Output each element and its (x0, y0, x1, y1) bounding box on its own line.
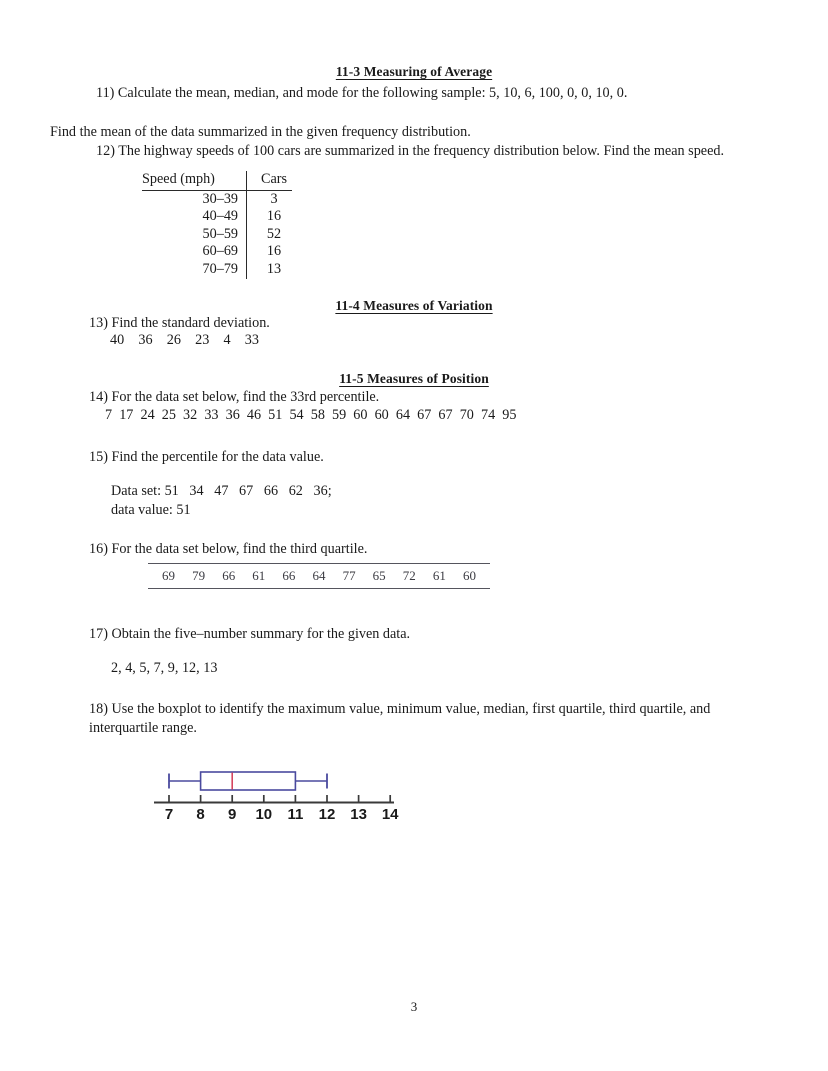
boxplot-box (201, 772, 296, 790)
cell-cars: 52 (247, 226, 293, 244)
data-value: 65 (372, 568, 386, 583)
boxplot-tick-label: 7 (164, 806, 174, 823)
question-17: 17) Obtain the five–number summary for the given data. (89, 626, 411, 642)
section-heading-11-5-label: 11-5 Measures of Position (339, 371, 489, 386)
boxplot-tick-label: 13 (350, 806, 367, 823)
section-heading-11-3 (0, 64, 828, 80)
table-row (142, 226, 292, 244)
data-value: 69 (162, 568, 175, 583)
boxplot-tick-marks (169, 795, 390, 803)
cell-speed: 40–49 (202, 208, 238, 225)
data-value: 61 (432, 568, 446, 583)
boxplot-tick-label: 9 (228, 806, 237, 823)
question-11: 11) Calculate the mean, median, and mode for the following sample: 5, 10, 6, 100, 0, 0, 10, 0. (96, 85, 628, 101)
table-header-speed: Speed (mph) (142, 171, 247, 190)
boxplot-tick-label: 11 (287, 806, 304, 823)
cell-cars: 16 (247, 208, 293, 226)
table-header-cars: Cars (247, 171, 293, 190)
cell-speed: 60–69 (202, 243, 238, 260)
data-value: 72 (402, 568, 416, 583)
cell-speed: 30–39 (202, 190, 238, 207)
boxplot-tick-label: 14 (381, 806, 399, 823)
question-18-label: 18) Use the boxplot to identify the maximum value, minimum value, median, first quartile, third quartile, and interquartile range. (89, 701, 711, 736)
question-17-data: 2, 4, 5, 7, 9, 12, 13 (111, 660, 218, 676)
table-row (142, 208, 292, 226)
page-number: 3 (410, 999, 418, 1014)
frequency-distribution-table (142, 171, 292, 279)
boxplot-tick-label: 8 (196, 806, 205, 823)
question-14-data: 7 17 24 25 32 33 36 46 51 54 58 59 60 60 64 67 67 70 74 95 (105, 407, 517, 423)
question-15-data-value: data value: 51 (111, 502, 191, 518)
table-row (142, 261, 292, 279)
question-18 (89, 700, 761, 738)
data-value: 77 (342, 568, 356, 583)
question-16-data-strip (148, 563, 490, 589)
question-13: 13) Find the standard deviation. (89, 315, 270, 331)
data-value: 79 (192, 568, 206, 583)
table-row (142, 190, 292, 208)
data-value: 64 (312, 568, 326, 583)
cell-cars: 3 (247, 190, 293, 208)
cell-cars: 13 (247, 261, 293, 279)
question-13-data: 40 36 26 23 4 33 (110, 332, 259, 348)
data-value: 61 (252, 568, 266, 583)
section-heading-11-5 (0, 371, 828, 387)
data-value: 60 (462, 568, 476, 583)
boxplot-tick-labels (140, 806, 410, 828)
question-15: 15) Find the percentile for the data value. (89, 449, 324, 465)
section-heading-11-4 (0, 298, 828, 314)
table-row (142, 243, 292, 261)
boxplot-tick-label: 10 (255, 806, 273, 823)
question-12: 12) The highway speeds of 100 cars are summarized in the frequency distribution below. Find the mean speed. (96, 143, 725, 159)
cell-cars: 16 (247, 243, 293, 261)
boxplot-figure (140, 762, 410, 828)
section-heading-11-3-label: 11-3 Measuring of Average (335, 64, 493, 79)
question-14: 14) For the data set below, find the 33rd percentile. (89, 389, 380, 405)
instruction-find-mean: Find the mean of the data summarized in the given frequency distribution. (50, 124, 471, 140)
data-value: 66 (222, 568, 236, 583)
section-heading-11-4-label: 11-4 Measures of Variation (335, 298, 493, 313)
question-16: 16) For the data set below, find the third quartile. (89, 541, 368, 557)
boxplot-tick-label: 12 (318, 806, 336, 823)
table-header-row (142, 171, 292, 190)
cell-speed: 70–79 (202, 260, 238, 277)
question-15-data-set: Data set: 51 34 47 67 66 62 36; (111, 483, 332, 499)
cell-speed: 50–59 (202, 225, 238, 242)
data-value: 66 (282, 568, 296, 583)
